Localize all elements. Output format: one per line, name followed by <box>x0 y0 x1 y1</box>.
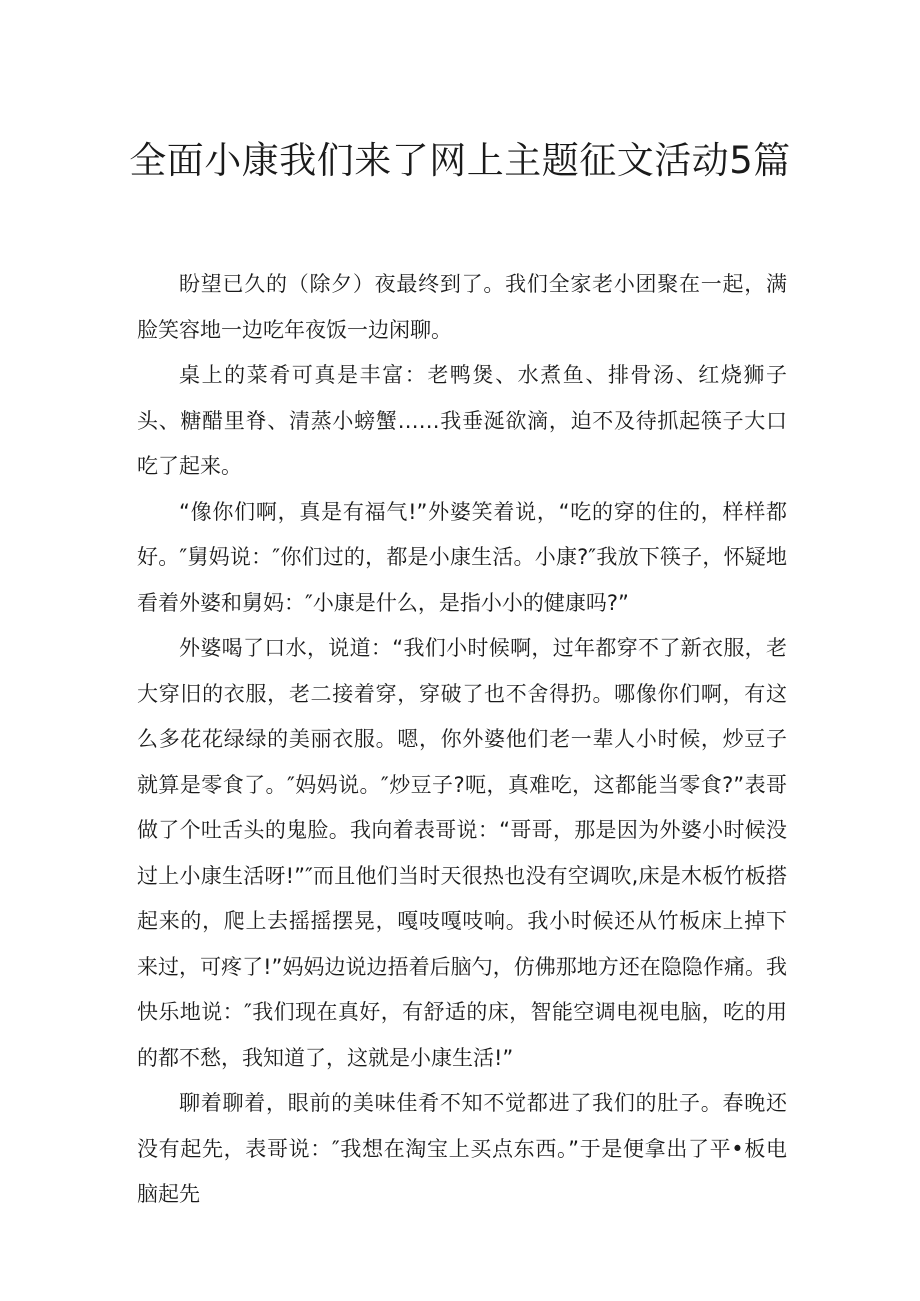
paragraph-4: 外婆喝了口水，说道：“我们小时候啊，过年都穿不了新衣服，老大穿旧的衣服，老二接着穿，穿破了也不舍得扔。哪像你们啊，有这么多花花绿绿的美丽衣服。嗯，你外婆他们老一辈人小时候，炒豆子就算是零食了。″妈妈说。″炒豆子?呃，真难吃，这都能当零食?”表哥做了个吐舌头的鬼脸。我向着表哥说：“哥哥，那是因为外婆小时候没过上小康生活呀!”″而且他们当时天很热也没有空调吹,床是木板竹板搭起来的，爬上去摇摇摆晃，嘎吱嘎吱响。我小时候还从竹板床上掉下来过，可疼了!”妈妈边说边捂着后脑勺，仿佛那地方还在隐隐作痛。我快乐地说：″我们现在真好，有舒适的床，智能空调电视电脑，吃的用的都不愁，我知道了，这就是小康生活!” <box>137 636 787 1070</box>
paragraph-1: 盼望已久的（除夕）夜最终到了。我们全家老小团聚在一起，满脸笑容地一边吃年夜饭一边闲聊。 <box>137 272 787 342</box>
paragraph-5: 聊着聊着，眼前的美味佳肴不知不觉都进了我们的肚子。春晚还没有起先，表哥说：″我想在淘宝上买点东西。”于是便拿出了平•板电脑起先 <box>137 1091 787 1206</box>
paragraph-3: “像你们啊，真是有福气!”外婆笑着说，“吃的穿的住的，样样都好。″舅妈说：″你们过的，都是小康生活。小康?″我放下筷子，怀疑地看着外婆和舅妈：″小康是什么，是指小小的健康吗?” <box>137 499 787 615</box>
document-title: 全面小康我们来了网上主题征文活动5篇 <box>129 139 791 182</box>
paragraph-2: 桌上的菜肴可真是丰富：老鸭煲、水煮鱼、排骨汤、红烧狮子头、糖醋里脊、清蒸小螃蟹……我垂涎欲滴，迫不及待抓起筷子大口吃了起来。 <box>137 363 787 478</box>
document-body <box>137 262 787 1218</box>
